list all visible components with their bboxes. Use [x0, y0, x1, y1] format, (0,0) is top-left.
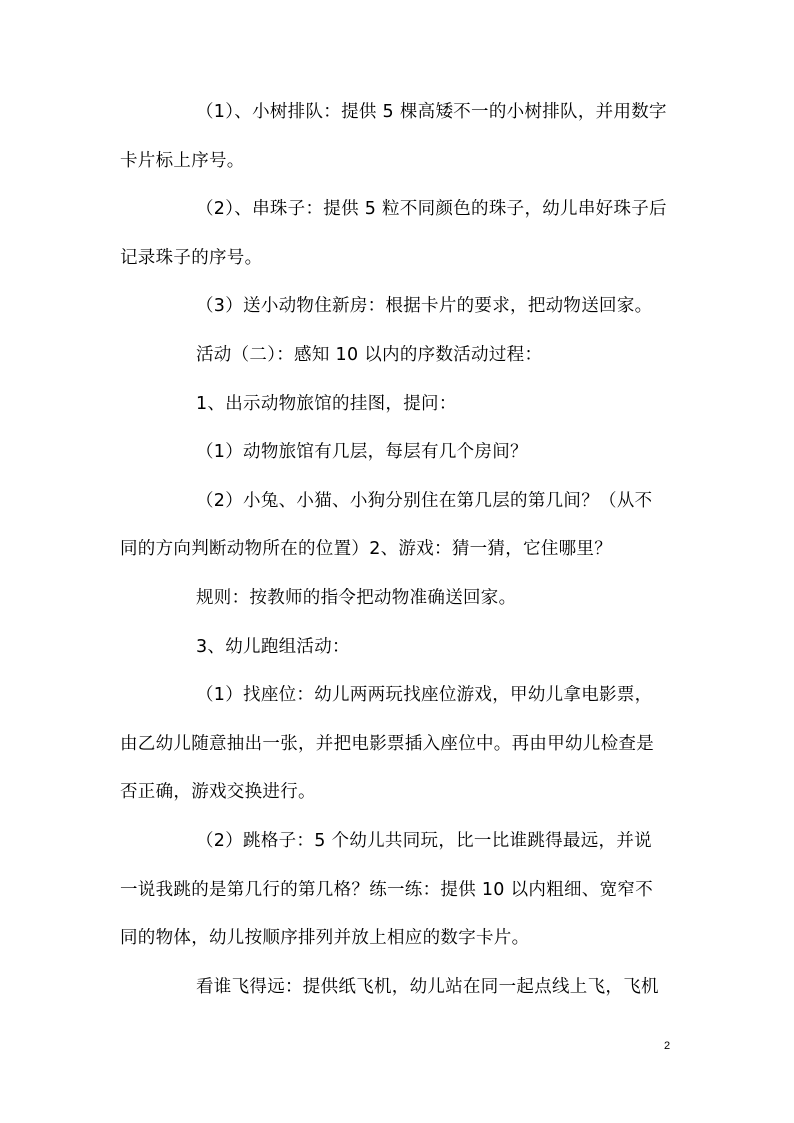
text-line-16: （2）跳格子：5 个幼儿共同玩，比一比谁跳得最远，并说: [196, 830, 652, 851]
text-line-2: 卡片标上序号。: [120, 150, 245, 171]
text-line-18: 同的物体，幼儿按顺序排列并放上相应的数字卡片。: [120, 928, 530, 949]
text-line-7: 1、出示动物旅馆的挂图，提问：: [196, 393, 457, 414]
text-line-13: （1）找座位：幼儿两两玩找座位游戏，甲幼儿拿电影票，: [196, 685, 653, 706]
page-number: 2: [664, 1040, 671, 1052]
text-line-15: 否正确，游戏交换进行。: [120, 782, 316, 803]
text-line-8: （1）动物旅馆有几层，每层有几个房间？: [196, 442, 528, 463]
text-line-11: 规则：按教师的指令把动物准确送回家。: [196, 587, 517, 608]
text-line-14: 由乙幼儿随意抽出一张，并把电影票插入座位中。再由甲幼儿检查是: [120, 733, 654, 754]
text-line-4: 记录珠子的序号。: [120, 247, 263, 268]
text-line-19: 看谁飞得远：提供纸飞机，幼儿站在同一起点线上飞，飞机: [196, 976, 659, 997]
text-line-3: （2）、串珠子：提供 5 粒不同颜色的珠子，幼儿串好珠子后: [196, 199, 667, 220]
text-line-5: （3）送小动物住新房：根据卡片的要求，把动物送回家。: [196, 296, 653, 317]
text-line-10: 同的方向判断动物所在的位置）2、游戏：猜一猜，它住哪里？: [120, 539, 613, 560]
text-line-17: 一说我跳的是第几行的第几格？练一练：提供 10 以内粗细、宽窄不: [120, 879, 653, 900]
document-body: [120, 88, 676, 1011]
text-line-9: （2）小兔、小猫、小狗分别住在第几层的第几间？（从不: [196, 490, 653, 511]
text-line-1: （1）、小树排队：提供 5 棵高矮不一的小树排队，并用数字: [196, 102, 667, 122]
text-line-6: 活动（二）：感知 10 以内的序数活动过程：: [196, 344, 543, 365]
text-line-12: 3、幼儿跑组活动：: [196, 636, 350, 657]
